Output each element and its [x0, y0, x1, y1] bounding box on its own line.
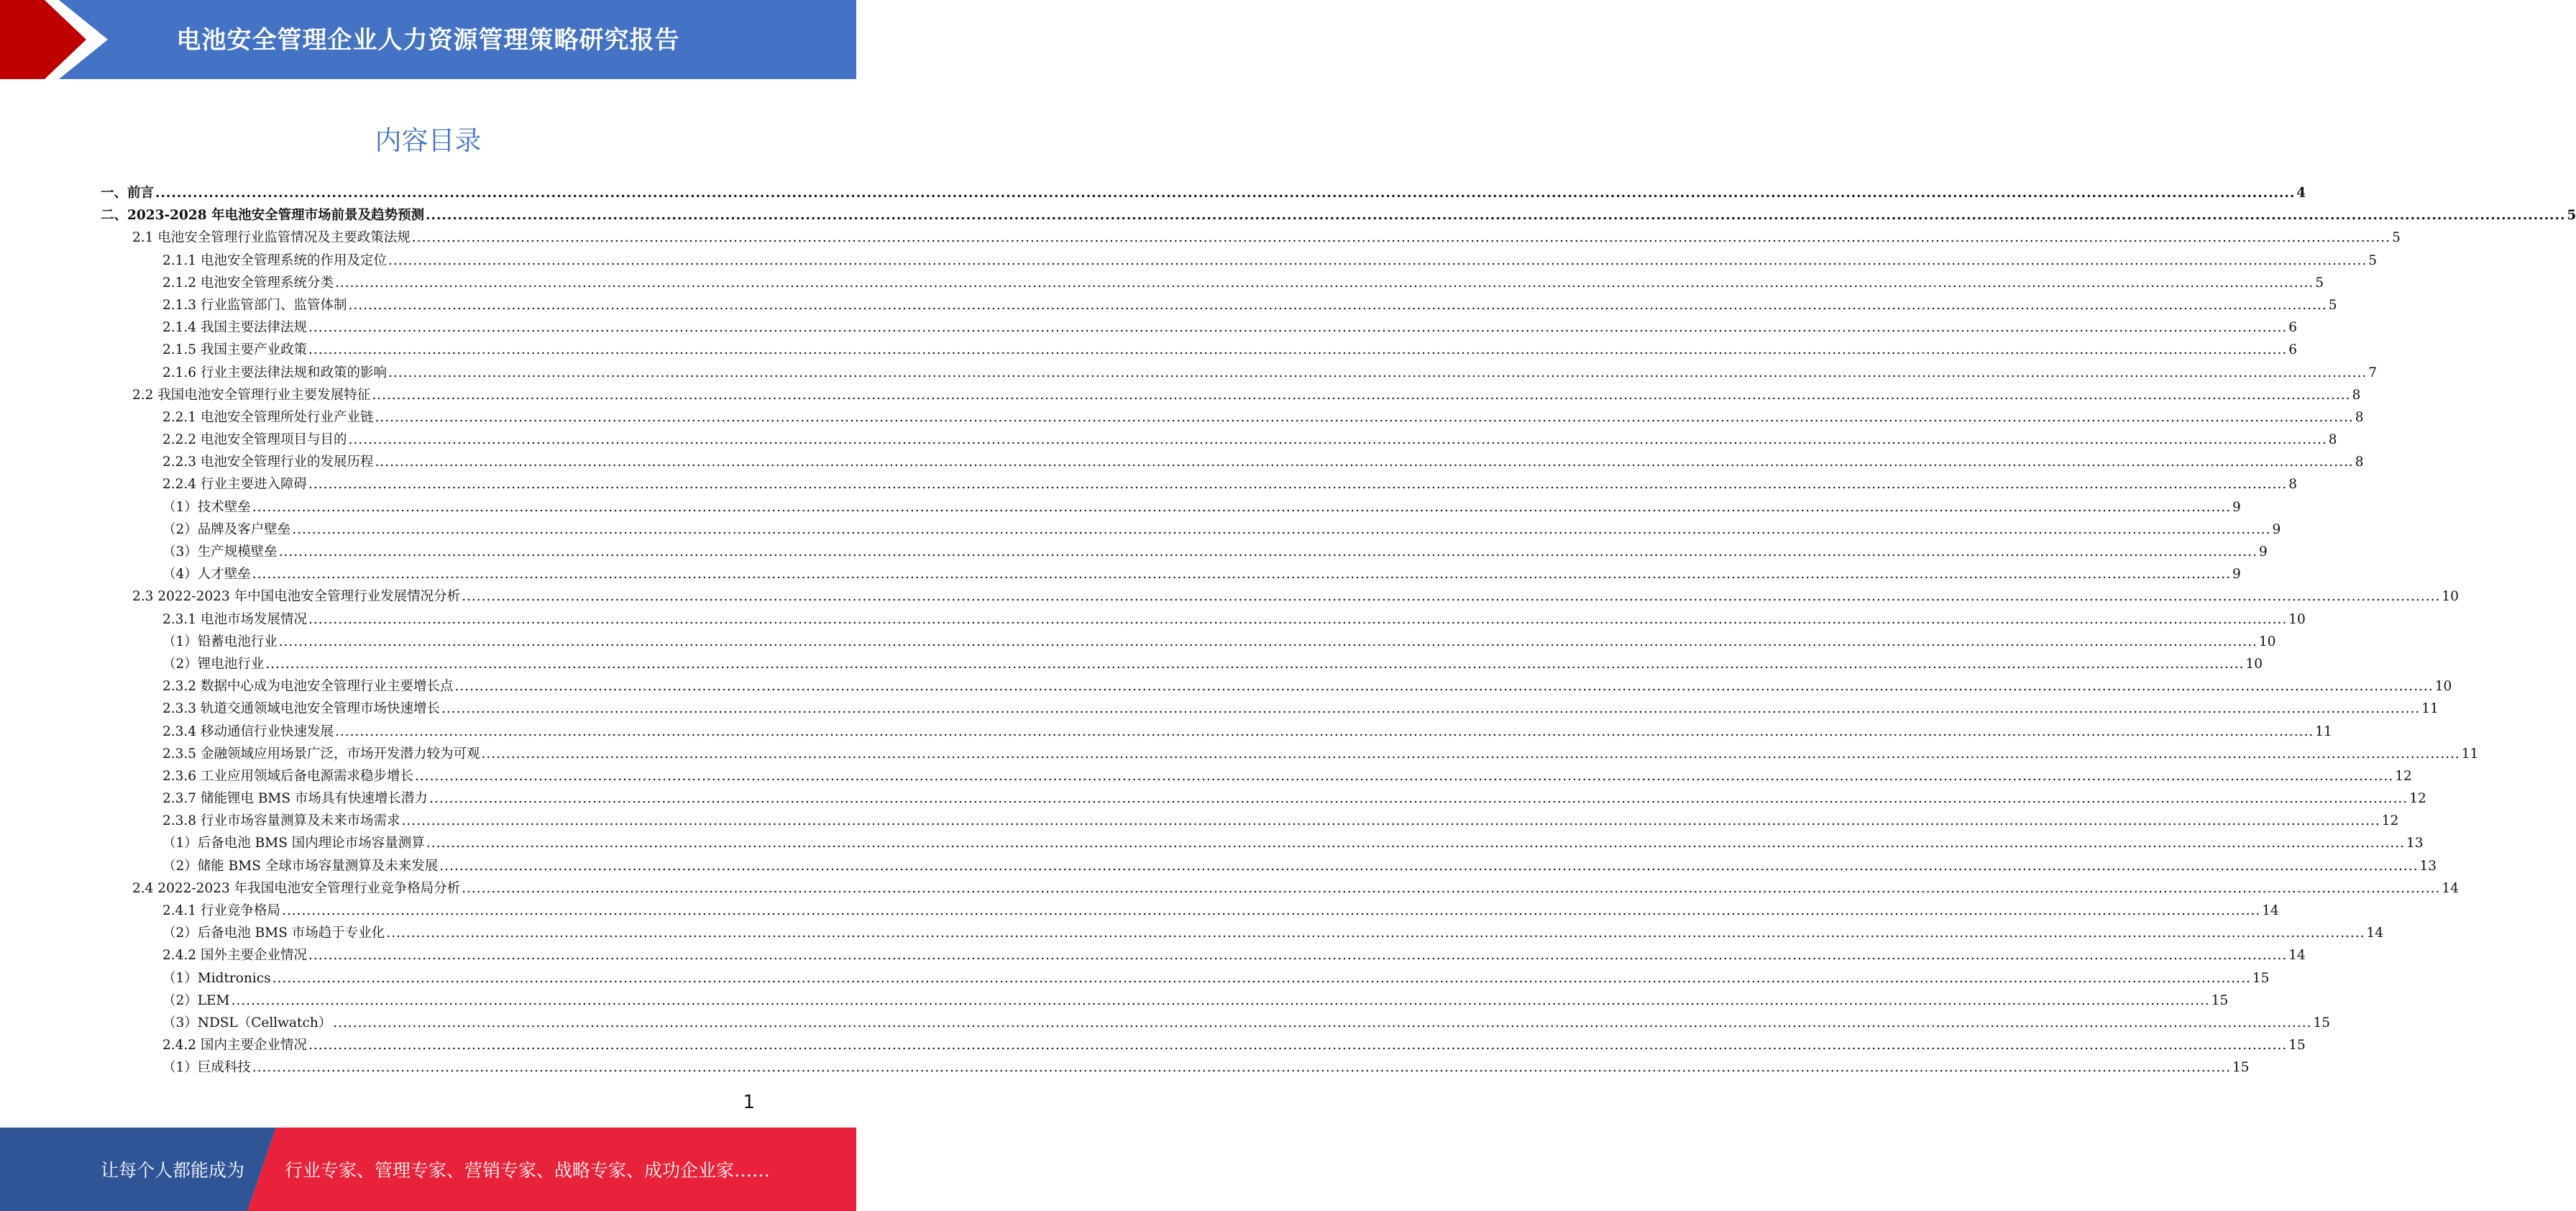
footer-slogan-right: 行业专家、管理专家、营销专家、战略专家、成功企业家…… — [285, 1160, 771, 1181]
toc-entry[interactable] — [101, 182, 2306, 204]
toc-dot-leader: ................................................................................................................................................................................................................................................................................................................................................................................................................ — [265, 656, 2245, 672]
toc-entry-title: （1）后备电池 BMS 国内理论市场容量测算 — [162, 836, 425, 851]
toc-dot-leader: ................................................................................................................................................................................................................................................................................................................................................................................................................ — [375, 454, 2354, 470]
toc-entry-page: 8 — [2328, 432, 2337, 448]
toc-entry-page: 15 — [2232, 1060, 2250, 1076]
toc-entry[interactable] — [101, 473, 2297, 495]
toc-dot-leader: ................................................................................................................................................................................................................................................................................................................................................................................................................ — [348, 432, 2327, 448]
toc-dot-leader: ................................................................................................................................................................................................................................................................................................................................................................................................................ — [308, 948, 2288, 964]
toc-entry-page: 15 — [2211, 992, 2229, 1008]
toc-entry[interactable] — [101, 272, 2324, 294]
toc-dot-leader: ................................................................................................................................................................................................................................................................................................................................................................................................................ — [281, 903, 2261, 918]
toc-dot-leader: ................................................................................................................................................................................................................................................................................................................................................................................................................ — [334, 275, 2314, 291]
toc-dot-leader: ................................................................................................................................................................................................................................................................................................................................................................................................................ — [308, 320, 2288, 336]
toc-entry[interactable] — [101, 743, 2479, 765]
toc-entry-page: 6 — [2288, 342, 2297, 358]
toc-dot-leader: ................................................................................................................................................................................................................................................................................................................................................................................................................ — [401, 813, 2380, 829]
toc-dot-leader: ................................................................................................................................................................................................................................................................................................................................................................................................................ — [292, 521, 2271, 537]
toc-entry-page: 10 — [2442, 589, 2459, 605]
toc-entry[interactable] — [101, 944, 2306, 966]
toc-entry[interactable] — [101, 900, 2279, 922]
toc-entry[interactable] — [101, 250, 2377, 272]
toc-dot-leader: ................................................................................................................................................................................................................................................................................................................................................................................................................ — [308, 611, 2288, 627]
toc-entry-title: 2.1.2 电池安全管理系统分类 — [162, 275, 334, 291]
toc-entry-title: （2）储能 BMS 全球市场容量测算及未来发展 — [162, 858, 439, 874]
toc-entry[interactable] — [101, 877, 2459, 900]
toc-entry[interactable] — [101, 698, 2439, 720]
toc-dot-leader: ................................................................................................................................................................................................................................................................................................................................................................................................................ — [155, 186, 2296, 201]
header-title: 电池安全管理企业人力资源管理策略研究报告 — [176, 26, 680, 55]
toc-entry[interactable] — [101, 406, 2364, 429]
toc-dot-leader: ................................................................................................................................................................................................................................................................................................................................................................................................................ — [388, 365, 2368, 380]
toc-entry[interactable] — [101, 1012, 2331, 1034]
toc-entry-title: 2.3 2022-2023 年中国电池安全管理行业发展情况分析 — [132, 589, 461, 605]
page-number: 1 — [743, 1092, 755, 1113]
toc-entry-page: 8 — [2288, 477, 2297, 493]
toc-entry-title: 2.2.2 电池安全管理项目与目的 — [162, 432, 347, 448]
toc-entry-title: （2）品牌及客户壁垒 — [162, 521, 291, 537]
toc-dot-leader: ................................................................................................................................................................................................................................................................................................................................................................................................................ — [441, 701, 2421, 717]
toc-entry[interactable] — [101, 765, 2412, 787]
toc-entry-title: 2.1.4 我国主要法律法规 — [162, 320, 307, 336]
toc-entry[interactable] — [101, 451, 2364, 473]
header-banner — [0, 0, 856, 79]
footer-banner — [0, 1128, 856, 1211]
toc-entry[interactable] — [101, 653, 2263, 675]
toc-entry-page: 13 — [2406, 836, 2424, 851]
toc-entry-title: （2）锂电池行业 — [162, 656, 265, 672]
toc-dot-leader: ................................................................................................................................................................................................................................................................................................................................................................................................................ — [278, 634, 2258, 649]
toc-entry-title: 2.3.6 工业应用领域后备电源需求稳步增长 — [162, 768, 413, 784]
toc-entry-title: 2.3.3 轨道交通领域电池安全管理市场快速增长 — [162, 701, 440, 717]
toc-entry[interactable] — [101, 496, 2241, 518]
toc-entry[interactable] — [101, 631, 2276, 653]
toc-dot-leader: ................................................................................................................................................................................................................................................................................................................................................................................................................ — [252, 499, 2232, 515]
toc-entry-title: 2.4.1 行业竞争格局 — [162, 903, 280, 918]
toc-entry-title: 2.3.7 储能锂电 BMS 市场具有快速增长潜力 — [162, 791, 428, 807]
toc-entry[interactable] — [101, 227, 2401, 249]
toc-entry-title: 2.1 电池安全管理行业监管情况及主要政策法规 — [132, 230, 411, 246]
toc-dot-leader: ................................................................................................................................................................................................................................................................................................................................................................................................................ — [308, 477, 2288, 493]
toc-entry-page: 15 — [2288, 1038, 2306, 1054]
toc-entry-page: 11 — [2461, 746, 2479, 762]
toc-entry-title: （2）后备电池 BMS 市场趋于专业化 — [162, 926, 385, 941]
toc-entry[interactable] — [101, 855, 2437, 877]
toc-dot-leader: ................................................................................................................................................................................................................................................................................................................................................................................................................ — [388, 252, 2368, 268]
toc-entry-page: 11 — [2315, 723, 2332, 739]
toc-entry[interactable] — [101, 608, 2306, 631]
toc-entry-title: （1）Midtronics — [162, 970, 271, 986]
toc-entry-page: 10 — [2288, 611, 2306, 627]
toc-entry[interactable] — [101, 1056, 2250, 1079]
toc-entry-title: （4）人才壁垒 — [162, 567, 251, 582]
toc-entry-page: 8 — [2352, 387, 2361, 403]
toc-dot-leader: ................................................................................................................................................................................................................................................................................................................................................................................................................ — [334, 723, 2314, 739]
toc-entry-page: 14 — [2262, 903, 2279, 918]
toc-entry-title: （2）LEM — [162, 992, 230, 1008]
table-of-contents — [101, 182, 2576, 1079]
toc-dot-leader: ................................................................................................................................................................................................................................................................................................................................................................................................................ — [481, 746, 2460, 762]
toc-entry-title: （1）技术壁垒 — [162, 499, 251, 515]
toc-entry-page: 12 — [2409, 791, 2426, 807]
toc-heading: 内容目录 — [375, 125, 482, 156]
toc-entry-page: 10 — [2434, 679, 2452, 695]
toc-dot-leader: ................................................................................................................................................................................................................................................................................................................................................................................................................ — [252, 567, 2232, 582]
toc-entry-title: 二、2023-2028 年电池安全管理市场前景及趋势预测 — [101, 208, 425, 224]
toc-entry-page: 5 — [2567, 208, 2576, 224]
toc-entry-title: 2.1.6 行业主要法律法规和政策的影响 — [162, 365, 387, 380]
toc-dot-leader: ................................................................................................................................................................................................................................................................................................................................................................................................................ — [386, 926, 2365, 941]
toc-entry-title: 2.4 2022-2023 年我国电池安全管理行业竞争格局分析 — [132, 880, 461, 896]
toc-entry-page: 4 — [2296, 186, 2306, 201]
toc-entry-page: 15 — [2313, 1015, 2331, 1031]
toc-entry-page: 9 — [2232, 567, 2241, 582]
toc-entry-page: 11 — [2421, 701, 2439, 717]
toc-entry-title: 2.1.1 电池安全管理系统的作用及定位 — [162, 252, 387, 268]
toc-entry[interactable] — [101, 675, 2452, 698]
toc-dot-leader: ................................................................................................................................................................................................................................................................................................................................................................................................................ — [462, 589, 2441, 605]
toc-entry-title: （3）NDSL（Cellwatch） — [162, 1015, 332, 1031]
toc-entry[interactable] — [101, 1034, 2306, 1056]
toc-entry-page: 6 — [2288, 320, 2297, 336]
toc-entry-page: 5 — [2328, 297, 2337, 313]
footer-slogan-left: 让每个人都能成为 — [101, 1160, 245, 1181]
toc-entry-title: 2.3.5 金融领域应用场景广泛，市场开发潜力较为可观 — [162, 746, 480, 762]
toc-entry-title: （3）生产规模壁垒 — [162, 544, 278, 559]
toc-entry-page: 9 — [2259, 544, 2268, 559]
toc-entry[interactable] — [101, 204, 2576, 227]
toc-dot-leader: ................................................................................................................................................................................................................................................................................................................................................................................................................ — [462, 880, 2441, 896]
toc-entry-page: 14 — [2442, 880, 2459, 896]
toc-entry-title: 2.3.4 移动通信行业快速发展 — [162, 723, 334, 739]
toc-dot-leader: ................................................................................................................................................................................................................................................................................................................................................................................................................ — [428, 791, 2408, 807]
toc-entry-title: 2.2.3 电池安全管理行业的发展历程 — [162, 454, 374, 470]
toc-entry-page: 10 — [2259, 634, 2276, 649]
toc-entry[interactable] — [101, 339, 2297, 361]
toc-entry-title: 2.3.8 行业市场容量测算及未来市场需求 — [162, 813, 400, 829]
toc-entry-title: 2.2.1 电池安全管理所处行业产业链 — [162, 409, 374, 425]
toc-dot-leader: ................................................................................................................................................................................................................................................................................................................................................................................................................ — [252, 1060, 2232, 1076]
toc-entry-title: 2.3.1 电池市场发展情况 — [162, 611, 307, 627]
toc-entry-page: 7 — [2368, 365, 2377, 380]
toc-dot-leader: ................................................................................................................................................................................................................................................................................................................................................................................................................ — [454, 679, 2434, 695]
toc-dot-leader: ................................................................................................................................................................................................................................................................................................................................................................................................................ — [411, 230, 2391, 246]
toc-entry[interactable] — [101, 518, 2281, 541]
toc-dot-leader: ................................................................................................................................................................................................................................................................................................................................................................................................................ — [426, 208, 2566, 224]
toc-entry[interactable] — [101, 362, 2377, 384]
toc-entry[interactable] — [101, 294, 2337, 316]
toc-entry-page: 10 — [2245, 656, 2263, 672]
toc-entry[interactable] — [101, 585, 2459, 608]
toc-entry-title: 2.4.2 国外主要企业情况 — [162, 948, 307, 964]
toc-dot-leader: ................................................................................................................................................................................................................................................................................................................................................................................................................ — [308, 1038, 2288, 1054]
toc-entry-title: 2.3.2 数据中心成为电池安全管理行业主要增长点 — [162, 679, 454, 695]
toc-dot-leader: ................................................................................................................................................................................................................................................................................................................................................................................................................ — [333, 1015, 2312, 1031]
toc-entry-page: 8 — [2355, 454, 2364, 470]
toc-dot-leader: ................................................................................................................................................................................................................................................................................................................................................................................................................ — [272, 970, 2251, 986]
toc-entry-title: （1）铅蓄电池行业 — [162, 634, 278, 649]
toc-entry[interactable] — [101, 721, 2332, 743]
toc-entry-page: 8 — [2355, 409, 2364, 425]
toc-entry[interactable] — [101, 563, 2241, 585]
toc-entry[interactable] — [101, 429, 2337, 451]
toc-dot-leader: ................................................................................................................................................................................................................................................................................................................................................................................................................ — [278, 544, 2258, 559]
toc-entry-page: 5 — [2368, 252, 2377, 268]
toc-entry-page: 5 — [2392, 230, 2401, 246]
toc-dot-leader: ................................................................................................................................................................................................................................................................................................................................................................................................................ — [372, 387, 2351, 403]
toc-entry-page: 14 — [2366, 926, 2384, 941]
toc-entry[interactable] — [101, 832, 2424, 854]
toc-entry[interactable] — [101, 990, 2229, 1012]
toc-entry-page: 12 — [2381, 813, 2399, 829]
toc-entry[interactable] — [101, 787, 2426, 810]
toc-dot-leader: ................................................................................................................................................................................................................................................................................................................................................................................................................ — [375, 409, 2354, 425]
toc-dot-leader: ................................................................................................................................................................................................................................................................................................................................................................................................................ — [439, 858, 2419, 874]
toc-entry[interactable] — [101, 810, 2399, 832]
toc-entry[interactable] — [101, 967, 2270, 990]
toc-entry-title: 2.2 我国电池安全管理行业主要发展特征 — [132, 387, 371, 403]
toc-entry-page: 5 — [2315, 275, 2324, 291]
toc-entry-page: 9 — [2232, 499, 2241, 515]
toc-entry-page: 15 — [2252, 970, 2270, 986]
toc-dot-leader: ................................................................................................................................................................................................................................................................................................................................................................................................................ — [231, 992, 2210, 1008]
toc-entry-page: 13 — [2419, 858, 2437, 874]
toc-entry-title: 2.2.4 行业主要进入障碍 — [162, 477, 307, 493]
toc-entry-title: 2.4.2 国内主要企业情况 — [162, 1038, 307, 1054]
toc-entry[interactable] — [101, 316, 2297, 339]
toc-dot-leader: ................................................................................................................................................................................................................................................................................................................................................................................................................ — [426, 836, 2405, 851]
toc-dot-leader: ................................................................................................................................................................................................................................................................................................................................................................................................................ — [414, 768, 2394, 784]
toc-entry[interactable] — [101, 384, 2361, 406]
toc-entry-title: 一、前言 — [101, 186, 155, 201]
toc-entry-page: 12 — [2395, 768, 2412, 784]
toc-entry-page: 14 — [2288, 948, 2306, 964]
toc-entry[interactable] — [101, 541, 2268, 563]
toc-entry[interactable] — [101, 922, 2384, 944]
toc-entry-page: 9 — [2272, 521, 2281, 537]
toc-dot-leader: ................................................................................................................................................................................................................................................................................................................................................................................................................ — [308, 342, 2288, 358]
toc-entry-title: 2.1.3 行业监管部门、监管体制 — [162, 297, 347, 313]
toc-entry-title: 2.1.5 我国主要产业政策 — [162, 342, 307, 358]
toc-entry-title: （1）巨成科技 — [162, 1060, 251, 1076]
toc-dot-leader: ................................................................................................................................................................................................................................................................................................................................................................................................................ — [348, 297, 2327, 313]
